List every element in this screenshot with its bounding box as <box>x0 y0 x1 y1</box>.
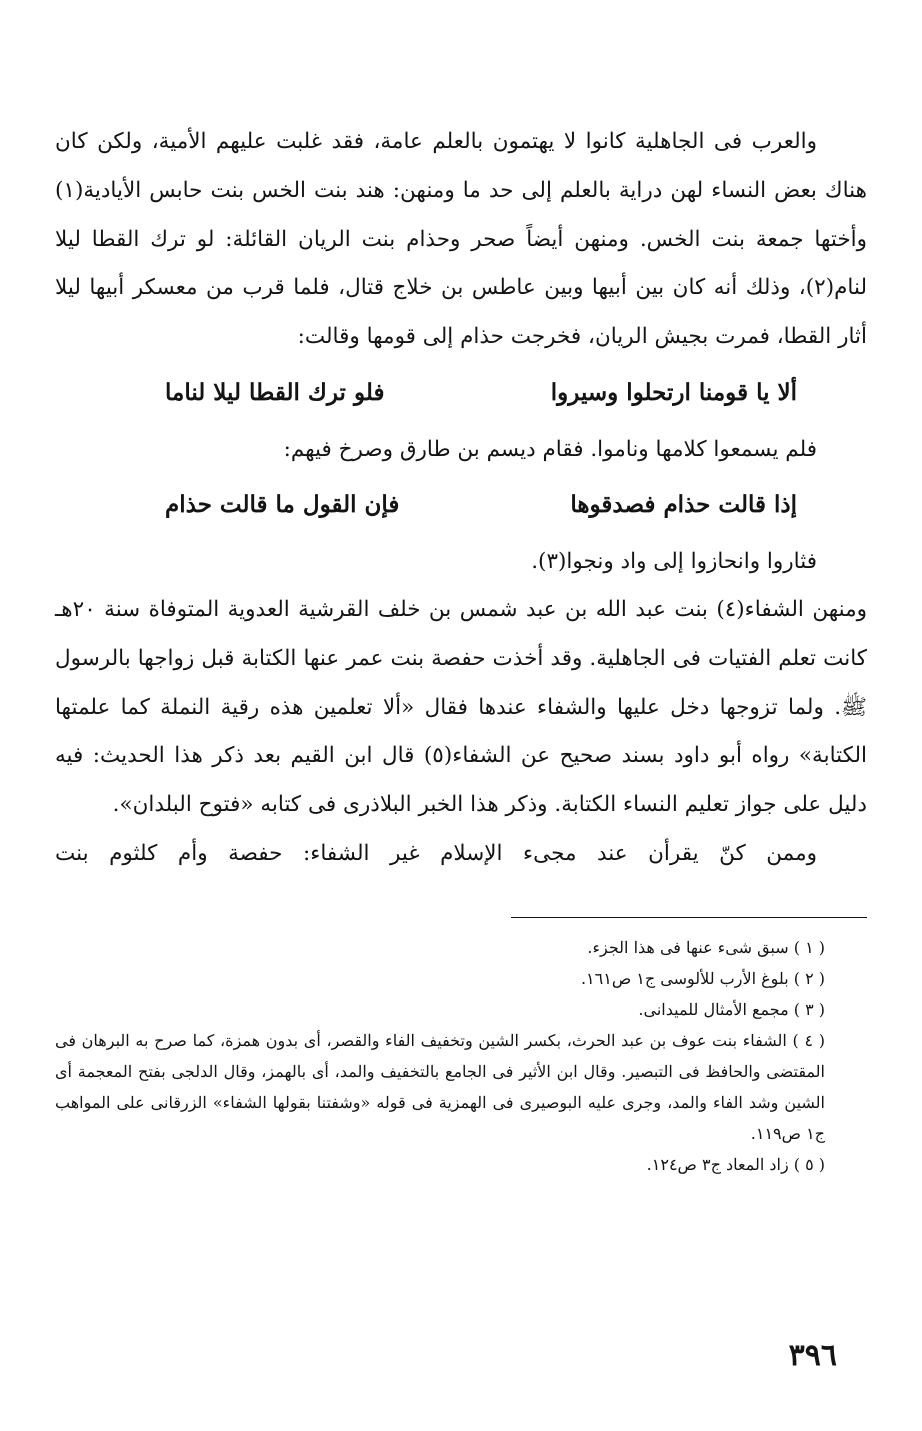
footnotes <box>55 932 867 1180</box>
verse-2-second-hemistich: فإن القول ما قالت حذام <box>165 490 400 518</box>
paragraph-intro: والعرب فى الجاهلية كانوا لا يهتمون بالعلم عامة، فقد غلبت عليهم الأمية، ولكن كان هناك بعض النساء لهن دراية بالعلم إلى حد ما ومنهن: هند بنت الخس بنت حابس الأيادية(١) وأختها جمعة بنت الخس. ومنهن أيضاً صحر وحذام بنت الريان القائلة: لو ترك القطا ليلا لنام(٢)، وذلك أنه كان بين أبيها وبين عاطس بن خلاج قتال، فلما قرب من معسكر أبيها ليلا أثار القطا، فمرت بجيش الريان، فخرجت حذام إلى قومها وقالت: <box>55 129 867 350</box>
verse-1-second-hemistich: فلو ترك القطا ليلا لناما <box>165 378 385 406</box>
footnote-2: ( ٢ ) بلوغ الأرب للألوسى ج١ ص١٦١. <box>580 968 825 988</box>
paragraph-shifa: ومنهن الشفاء(٤) بنت عبد الله بن عبد شمس بن خلف القرشية العدوية المتوفاة سنة ٢٠هـ كانت تعلم الفتيات فى الجاهلية. وقد أخذت حفصة بنت عمر عنها الكتابة قبل زواجها بالرسول ﷺ. ولما تزوجها دخل عليها والشفاء عندها فقال «ألا تعلمين هذه رقية النملة كما علمتها الكتابة» رواه أبو داود بسند صحيح عن الشفاء(٥) قال ابن القيم بعد ذكر هذا الحديث: فيه دليل على جواز تعليم النساء الكتابة. وذكر هذا الخبر البلاذرى فى كتابه «فتوح البلدان». <box>55 596 867 818</box>
footnote-divider <box>511 917 867 918</box>
verse-1-first-hemistich: ألا يا قومنا ارتحلوا وسيروا <box>550 378 797 406</box>
footnote-5: ( ٥ ) زاد المعاد ج٣ ص١٢٤. <box>646 1154 825 1174</box>
footnote-4: ( ٤ ) الشفاء بنت عوف بن عبد الحرث، بكسر الشين وتخفيف الفاء والقصر، أى بدون همزة، كما صرح به البرهان فى المقتضى والحافظ فى التبصير. وقال ابن الأثير فى الجامع بالتخفيف والمد، أى بالهمز، وقال الدلجى بفتح المعجمة أى الشين وشد الفاء والمد، وجرى عليه البوصيرى فى الهمزية فى قوله «وشفتنا بقولها الشفاء» الزرقانى على المواهب ج١ ص١١٩. <box>55 1030 826 1143</box>
poem-verse-2 <box>55 480 867 534</box>
paragraph-narration: فلم يسمعوا كلامها وناموا. فقام ديسم بن طارق وصرخ فيهم: <box>283 436 817 462</box>
footnote-1: ( ١ ) سبق شىء عنها فى هذا الجزء. <box>587 937 825 957</box>
book-page <box>55 118 867 1408</box>
verse-2-first-hemistich: إذا قالت حذام فصدقوها <box>570 490 797 518</box>
paragraph-outcome: فثاروا وانحازوا إلى واد ونجوا(٣). <box>531 548 817 574</box>
footnote-3: ( ٣ ) مجمع الأمثال للميدانى. <box>638 999 825 1019</box>
page-number: ٣٩٦ <box>788 1338 837 1373</box>
paragraph-continuation: وممن كنّ يقرأن عند مجىء الإسلام غير الشفاء: حفصة وأم كلثوم بنت <box>55 840 817 866</box>
poem-verse-1 <box>55 368 867 422</box>
